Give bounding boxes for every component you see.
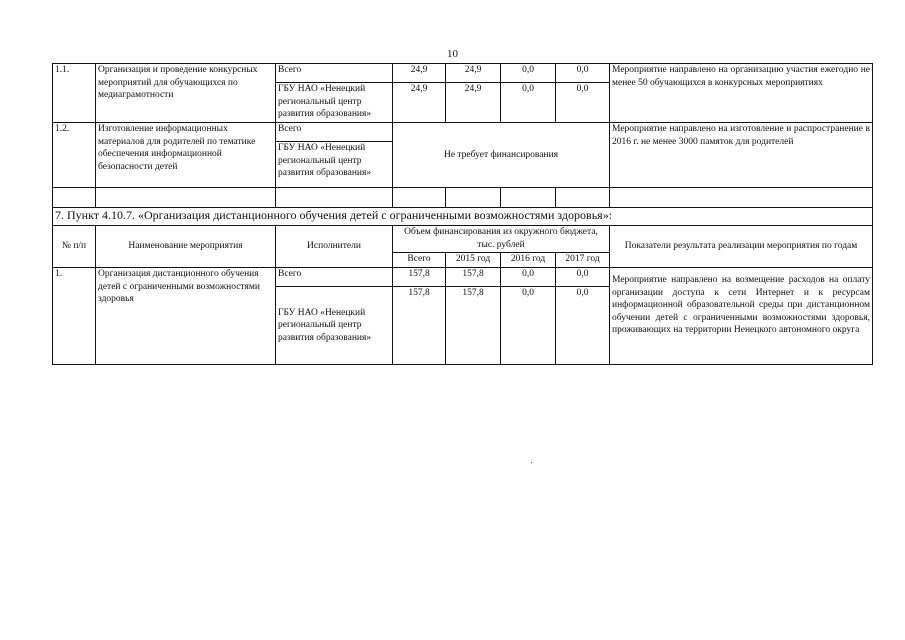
table-row (53, 123, 873, 142)
activity-name: Организация дистанционного обучения детей с ограниченными возможностями здоровья (96, 268, 276, 365)
item-number: 1. (53, 268, 96, 365)
result-indicator: Мероприятие направлено на изготовление и распространение в 2016 г. не менее 3000 памяток для родителей (610, 123, 873, 188)
header-total: Всего (393, 253, 446, 268)
funding-2017: 0,0 (556, 268, 610, 287)
header-row (53, 226, 873, 253)
funding-note: Не требует финансирования (393, 123, 610, 188)
empty-row (53, 188, 873, 208)
header-funding: Объем финансирования из окружного бюджета, тыс. рублей (393, 226, 610, 253)
funding-total: 24,9 (393, 83, 446, 123)
funding-2015: 157,8 (446, 287, 501, 365)
funding-2015: 157,8 (446, 268, 501, 287)
section-title-row (53, 208, 873, 226)
funding-2016: 0,0 (501, 268, 556, 287)
funding-2017: 0,0 (556, 83, 610, 123)
header-number: № п/п (53, 226, 96, 268)
activity-name: Изготовление информационных материалов для родителей по тематике обеспечения информационной безопасности детей (96, 123, 276, 188)
scan-speck (531, 462, 532, 463)
result-indicator: Мероприятие направлено на организацию участия ежегодно не менее 50 обучающихся в конкурсных мероприятиях (610, 64, 873, 123)
page-number: 10 (447, 48, 458, 60)
executor-all: Всего (276, 123, 393, 142)
header-result: Показатели результата реализации мероприятия по годам (610, 226, 873, 268)
item-number: 1.2. (53, 123, 96, 188)
executor-all: Всего (276, 268, 393, 287)
result-indicator: Мероприятие направлено на возмещение расходов на оплату организации доступа к сети Интернет и к ресурсам информационной образовательной среды при дистанционном обучении детей с ограниченными возможностями здоровья, проживающих на территории Ненецкого автономного округа (610, 268, 873, 365)
header-activity: Наименование мероприятия (96, 226, 276, 268)
funding-2016: 0,0 (501, 287, 556, 365)
section-title: 7. Пункт 4.10.7. «Организация дистанционного обучения детей с ограниченными возможностями здоровья»: (53, 208, 873, 226)
executor-all: Всего (276, 64, 393, 83)
program-table (52, 63, 873, 365)
header-2015: 2015 год (446, 253, 501, 268)
executor-org: ГБУ НАО «Ненецкий региональный центр развития образования» (276, 287, 393, 365)
item-number: 1.1. (53, 64, 96, 123)
funding-total: 157,8 (393, 287, 446, 365)
funding-total: 24,9 (393, 64, 446, 83)
table-row (53, 64, 873, 83)
table-row (53, 268, 873, 287)
funding-2015: 24,9 (446, 64, 501, 83)
executor-org: ГБУ НАО «Ненецкий региональный центр развития образования» (276, 83, 393, 123)
funding-total: 157,8 (393, 268, 446, 287)
activity-name: Организация и проведение конкурсных мероприятий для обучающихся по медиаграмотности (96, 64, 276, 123)
funding-2017: 0,0 (556, 64, 610, 83)
executor-org: ГБУ НАО «Ненецкий региональный центр развития образования» (276, 142, 393, 188)
funding-2015: 24,9 (446, 83, 501, 123)
header-2017: 2017 год (556, 253, 610, 268)
header-2016: 2016 год (501, 253, 556, 268)
funding-2016: 0,0 (501, 64, 556, 83)
header-executors: Исполнители (276, 226, 393, 268)
funding-2016: 0,0 (501, 83, 556, 123)
funding-2017: 0,0 (556, 287, 610, 365)
